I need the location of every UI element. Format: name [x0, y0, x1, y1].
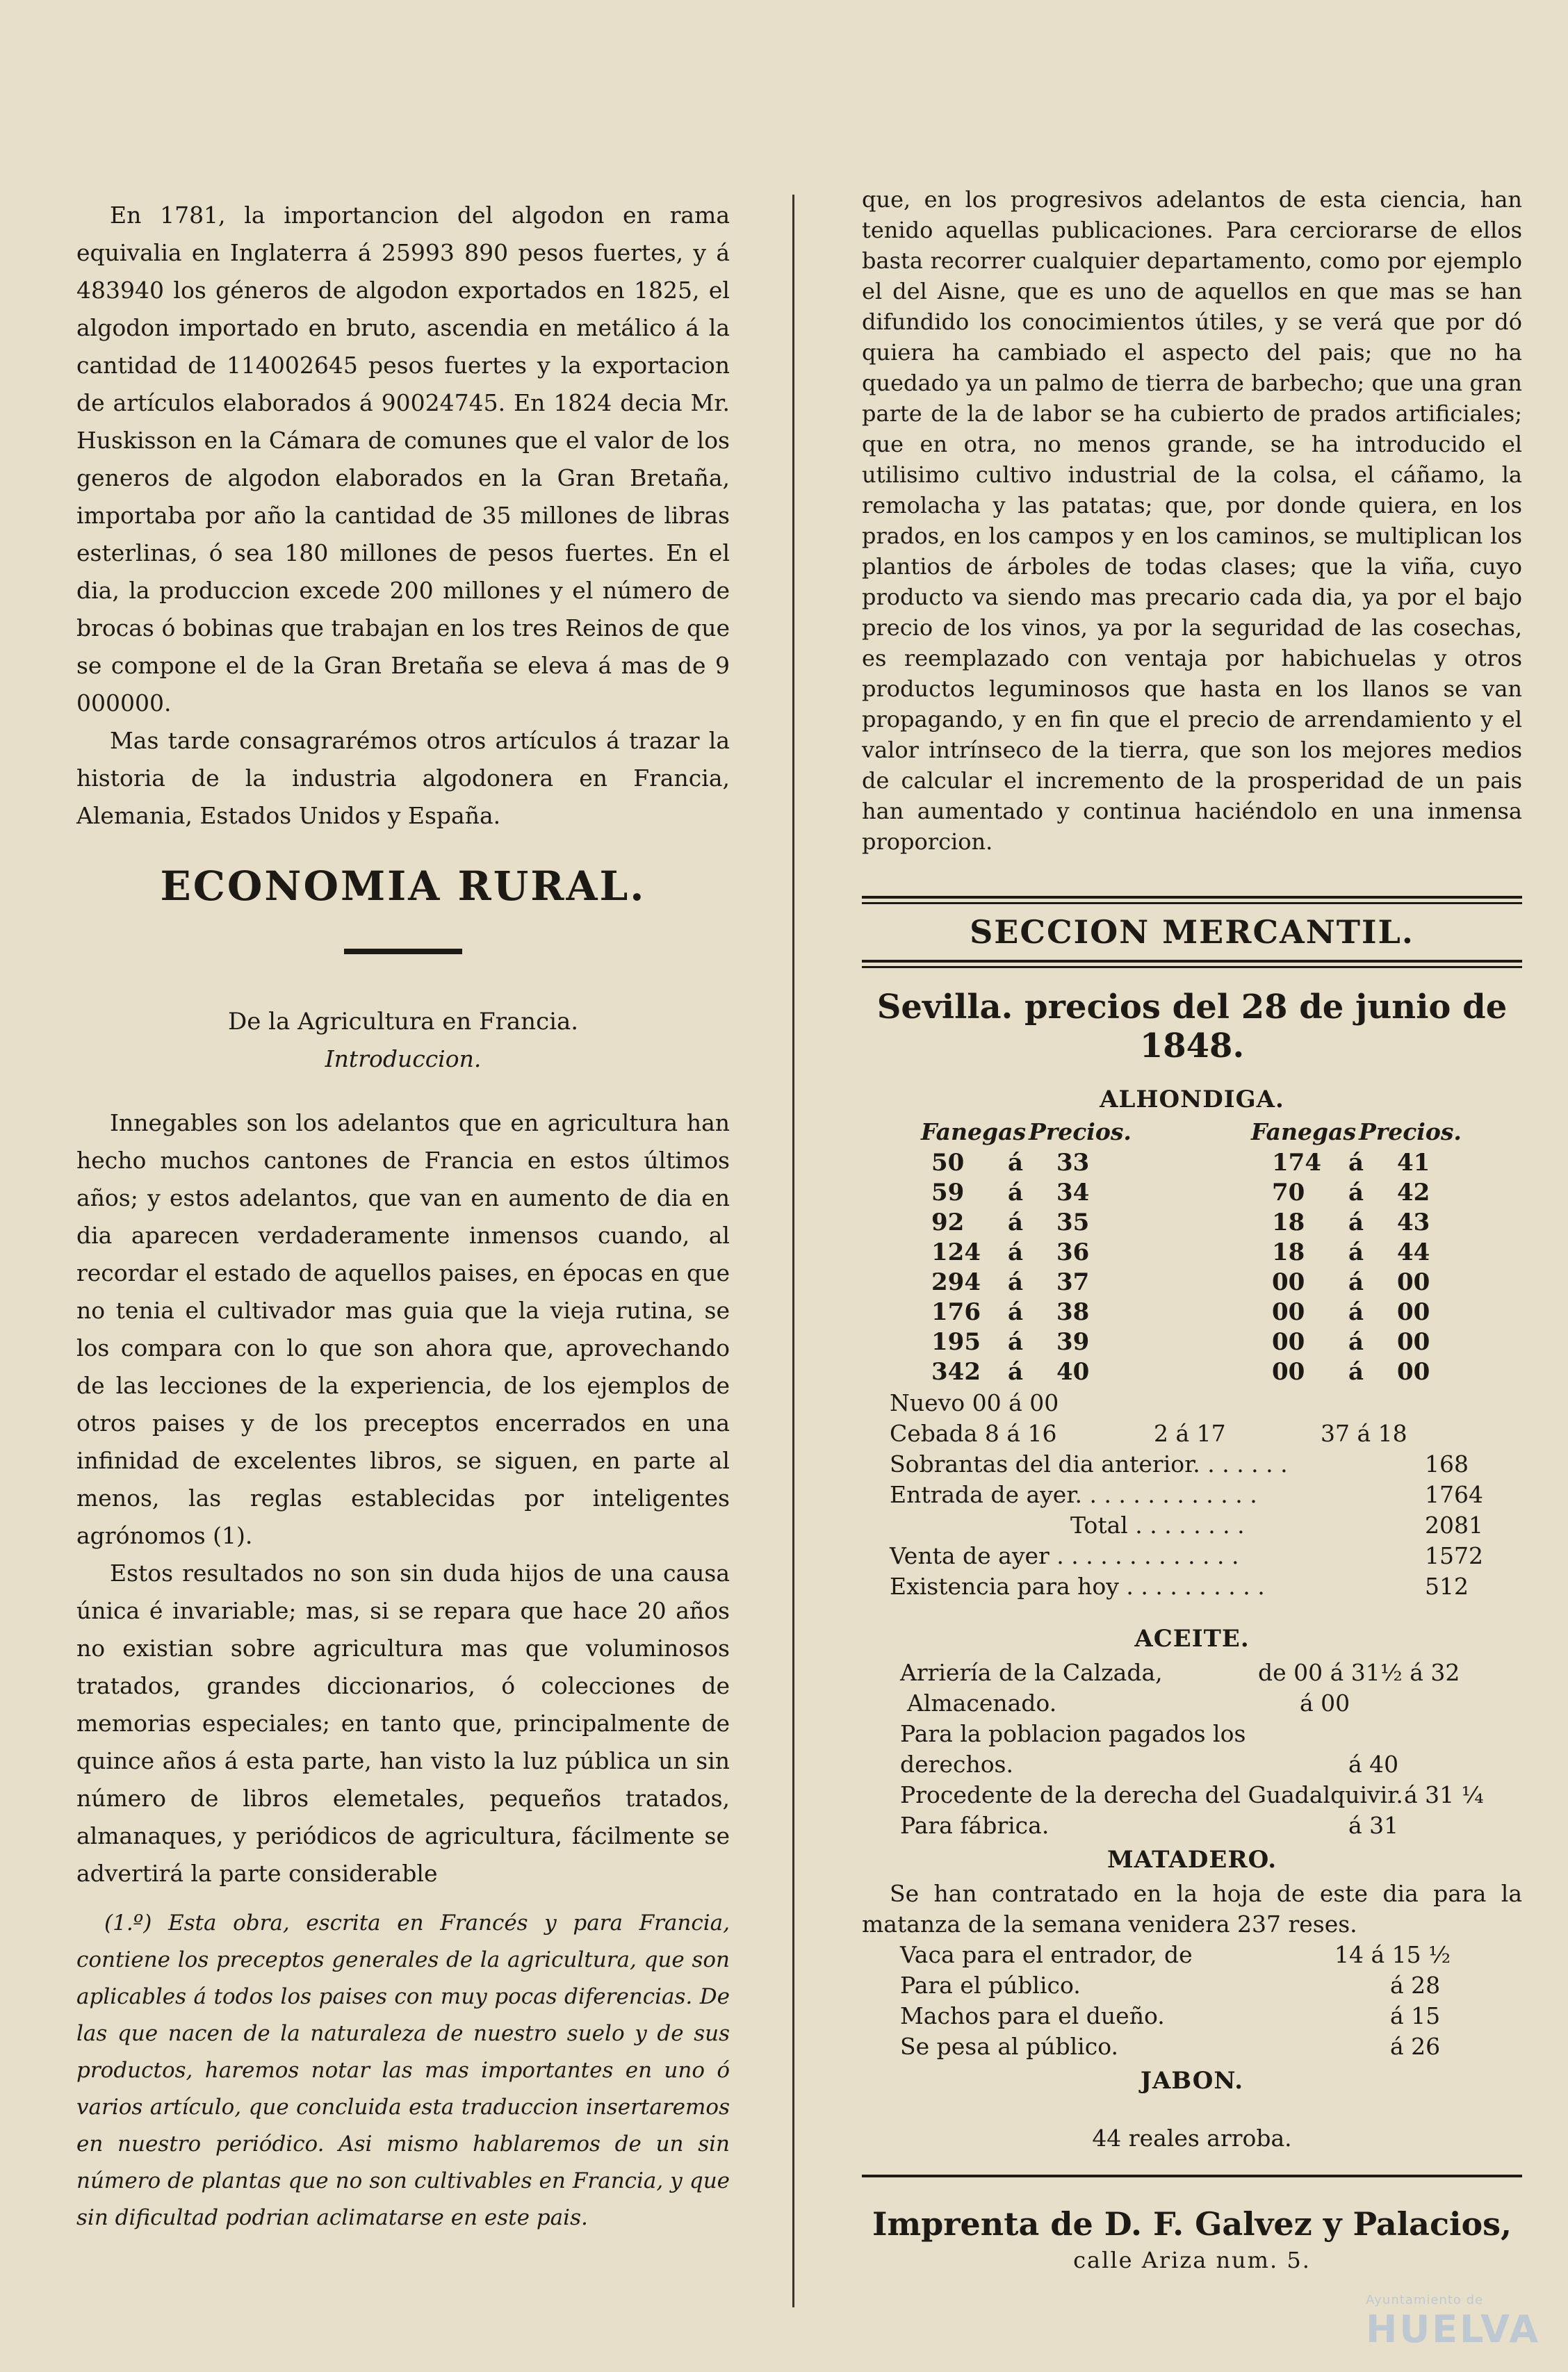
- price-line: [862, 1719, 1522, 1749]
- watermark-big-text: HUELVA: [1366, 2307, 1540, 2351]
- price-line: [862, 2001, 1522, 2031]
- matadero-title: MATADERO.: [1106, 1846, 1277, 1874]
- price-row: [862, 1238, 1522, 1268]
- price-cell: á: [1008, 1328, 1024, 1356]
- nuevo-text: Nuevo 00 á 00: [890, 1389, 1059, 1416]
- price-cell: 42: [1397, 1179, 1430, 1207]
- price-cell: 00: [1397, 1358, 1430, 1386]
- header-fanegas: Fanegas: [1251, 1118, 1357, 1145]
- entrada-value: 1764: [1425, 1481, 1483, 1508]
- price-line: [862, 1810, 1522, 1841]
- watermark-small-text: Ayuntamiento de: [1366, 2293, 1484, 2307]
- section-title-mercantil: SECCION MERCANTIL.: [970, 913, 1414, 951]
- section-title-economia-rural: ECONOMIA RURAL.: [160, 862, 646, 910]
- existencia-line: [862, 1571, 1522, 1602]
- price-cell: á: [1348, 1238, 1364, 1266]
- alhondiga-price-rows: [862, 1149, 1522, 1388]
- mercantil-rule-bottom: [862, 960, 1522, 968]
- total-value: 2081: [1425, 1512, 1483, 1539]
- price-cell: 50: [931, 1149, 965, 1177]
- price-cell: 92: [931, 1209, 965, 1236]
- price-line-value: á 26: [1390, 2033, 1441, 2060]
- price-cell: 00: [1397, 1268, 1430, 1296]
- price-cell: á: [1348, 1209, 1364, 1236]
- alhondiga-table-header: [862, 1118, 1522, 1149]
- price-cell: 36: [1056, 1238, 1090, 1266]
- price-cell: 18: [1272, 1209, 1305, 1236]
- header-precios: Precios.: [1029, 1118, 1132, 1145]
- price-row: [862, 1149, 1522, 1179]
- left-column: [76, 184, 730, 2236]
- price-line-value: á 15: [1390, 2002, 1441, 2029]
- total-line: [862, 1510, 1522, 1541]
- title-rule: [344, 949, 462, 954]
- price-line: [862, 1940, 1522, 1970]
- price-cell: 00: [1272, 1298, 1305, 1326]
- price-cell: 00: [1272, 1328, 1305, 1356]
- price-cell: á: [1008, 1238, 1024, 1266]
- price-line-label: derechos.: [900, 1751, 1013, 1778]
- price-line-value: 14 á 15 ½: [1334, 1941, 1451, 1968]
- price-cell: 00: [1272, 1268, 1305, 1296]
- existencia-label: Existencia para hoy . . . . . . . . . .: [890, 1573, 1265, 1600]
- cebada-text: 37 á 18: [1321, 1420, 1407, 1447]
- price-line: [862, 1780, 1522, 1810]
- aceite-lines: [862, 1658, 1522, 1841]
- price-row: [862, 1358, 1522, 1388]
- venta-value: 1572: [1425, 1542, 1483, 1569]
- jabon-title: JABON.: [1140, 2067, 1244, 2095]
- price-line-label: Machos para el dueño.: [900, 2002, 1165, 2029]
- price-line-label: Procedente de la derecha del Guadalquivir.: [900, 1781, 1403, 1808]
- price-cell: 41: [1397, 1149, 1430, 1177]
- matadero-lines: [862, 1940, 1522, 2062]
- sobrantas-value: 168: [1425, 1450, 1469, 1478]
- price-cell: 18: [1272, 1238, 1305, 1266]
- footnote: (1.º) Esta obra, escrita en Francés y para Francia, contiene los preceptos generales de la agricultura, que son aplicables á todos los paises con muy pocas diferencias. De las que nacen de la naturaleza de nuestro suelo y de sus productos, haremos notar las mas importantes en uno ó varios artículo, que concluida esta traduccion insertaremos en nuestro periódico. Asi mismo hablaremos de un sin número de plantas que no son cultivables en Francia, y que sin dificultad podrian aclimatarse en este pais.: [76, 1911, 730, 2230]
- price-cell: 34: [1056, 1179, 1090, 1207]
- price-cell: 124: [931, 1238, 981, 1266]
- price-line-value: á 31: [1348, 1812, 1399, 1839]
- cebada-text: Cebada 8 á 16: [890, 1420, 1057, 1447]
- price-line-value: á 28: [1390, 1972, 1441, 1999]
- cotton-paragraph: En 1781, la importancion del algodon en rama equivalia en Inglaterra á 25993 890 pesos fuertes, y á 483940 los géneros de algodon exportados en 1825, el algodon importado en bruto, ascendia en metálico á la cantidad de 114002645 pesos fuertes y la exportacion de artículos elaborados á 90024745. En 1824 decia Mr. Huskisson en la Cámara de comunes que el valor de los generos de algodon elaborados en la Gran Bretaña, importaba por año la cantidad de 35 millones de libras esterlinas, ó sea 180 millones de pesos fuertes. En el dia, la produccion excede 200 millones y el número de brocas ó bobinas que trabajan en los tres Reinos de que se compone el de la Gran Bretaña se eleva á mas de 9 000000.: [76, 202, 730, 717]
- price-line-label: Para fábrica.: [900, 1812, 1050, 1839]
- entrada-label: Entrada de ayer. . . . . . . . . . . . .: [890, 1481, 1257, 1508]
- cebada-line: [862, 1418, 1522, 1449]
- aceite-title: ACEITE.: [1134, 1625, 1250, 1653]
- price-cell: á: [1008, 1149, 1024, 1177]
- imprenta-line: Imprenta de D. F. Galvez y Palacios,: [872, 2205, 1512, 2243]
- price-cell: 342: [931, 1358, 981, 1386]
- price-line-value: á 31 ¼: [1404, 1781, 1484, 1808]
- price-line: [862, 2031, 1522, 2062]
- price-line-label: Vaca para el entrador, de: [900, 1941, 1193, 1968]
- header-precios: Precios.: [1359, 1118, 1462, 1145]
- price-cell: á: [1348, 1298, 1364, 1326]
- price-cell: 00: [1397, 1328, 1430, 1356]
- matadero-intro: Se han contratado en la hoja de este dia para la matanza de la semana venidera 237 reses.: [862, 1880, 1522, 1938]
- price-line-value: á 40: [1348, 1751, 1399, 1778]
- price-cell: á: [1008, 1358, 1024, 1386]
- footer-rule: [862, 2175, 1522, 2177]
- price-cell: á: [1348, 1179, 1364, 1207]
- price-cell: 43: [1397, 1209, 1430, 1236]
- price-line-value: de 00 á 31½ á 32: [1258, 1659, 1460, 1686]
- existencia-value: 512: [1425, 1573, 1469, 1600]
- jabon-price-line: [862, 2123, 1522, 2154]
- right-column: [862, 184, 1522, 2273]
- price-row: [862, 1328, 1522, 1358]
- article-paragraph: Estos resultados no son sin duda hijos de una causa única é invariable; mas, si se repara que hace 20 años no existian sobre agricultura mas que voluminosos tratados, grandes diccionarios, ó colecciones de memorias especiales; en tanto que, principalmente de quince años á esta parte, han visto la luz pública un sin número de libros elemetales, pequeños tratados, almanaques, y periódicos de agricultura, fácilmente se advertirá la parte considerable: [76, 1560, 730, 1887]
- venta-line: [862, 1541, 1522, 1571]
- sevilla-prices-heading: Sevilla. precios del 28 de junio de 1848.: [876, 988, 1508, 1065]
- price-cell: 33: [1056, 1149, 1090, 1177]
- price-cell: á: [1008, 1268, 1024, 1296]
- price-line: [862, 1749, 1522, 1780]
- price-cell: 00: [1272, 1358, 1305, 1386]
- imprenta-address: calle Ariza num. 5.: [1073, 2247, 1311, 2273]
- price-cell: á: [1008, 1298, 1024, 1326]
- price-line-label: Se pesa al público.: [900, 2033, 1118, 2060]
- price-cell: 37: [1056, 1268, 1090, 1296]
- price-cell: á: [1348, 1149, 1364, 1177]
- entrada-line: [862, 1480, 1522, 1510]
- price-cell: á: [1348, 1358, 1364, 1386]
- column-divider: [792, 195, 794, 2307]
- price-line-value: á 00: [1300, 1690, 1350, 1717]
- price-line-label: Para el público.: [900, 1972, 1081, 1999]
- nuevo-line: [862, 1388, 1522, 1418]
- total-label: Total . . . . . . . .: [1070, 1512, 1245, 1539]
- price-cell: á: [1008, 1209, 1024, 1236]
- price-cell: 195: [931, 1328, 981, 1356]
- price-cell: 174: [1272, 1149, 1321, 1177]
- article-subtitle: Introduccion.: [325, 1045, 482, 1072]
- price-row: [862, 1179, 1522, 1209]
- price-cell: 59: [931, 1179, 965, 1207]
- article-title: De la Agricultura en Francia.: [227, 1008, 579, 1036]
- price-cell: 40: [1056, 1358, 1090, 1386]
- price-cell: 35: [1056, 1209, 1090, 1236]
- price-cell: á: [1348, 1268, 1364, 1296]
- alhondiga-title: ALHONDIGA.: [1100, 1086, 1284, 1113]
- price-cell: á: [1008, 1179, 1024, 1207]
- cotton-closing-paragraph: Mas tarde consagrarémos otros artículos á trazar la historia de la industria algodonera en Francia, Alemania, Estados Unidos y España.: [76, 727, 730, 829]
- cebada-text: 2 á 17: [1154, 1420, 1226, 1447]
- article-paragraph: Innegables son los adelantos que en agricultura han hecho muchos cantones de Francia en estos últimos años; y estos adelantos, que van en aumento de dia en dia aparecen verdaderamente inmensos cuando, al recordar el estado de aquellos paises, en épocas en que no tenia el cultivador mas guia que la vieja rutina, se los compara con lo que son ahora que, aprovechando de las lecciones de la experiencia, de los ejemplos de otros paises y de los preceptos encerrados en una infinidad de excelentes libros, se siguen, en parte al menos, las reglas establecidas por inteligentes agrónomos (1).: [76, 1109, 730, 1549]
- price-row: [862, 1268, 1522, 1298]
- sobrantas-label: Sobrantas del dia anterior. . . . . . .: [890, 1450, 1288, 1478]
- price-cell: 176: [931, 1298, 981, 1326]
- header-fanegas: Fanegas: [921, 1118, 1027, 1145]
- mercantil-rule-top: [862, 896, 1522, 904]
- price-row: [862, 1209, 1522, 1238]
- price-line: [862, 1658, 1522, 1688]
- price-line-label: Almacenado.: [907, 1690, 1057, 1717]
- price-line-label: Arriería de la Calzada,: [900, 1659, 1163, 1686]
- price-cell: 294: [931, 1268, 981, 1296]
- price-cell: 38: [1056, 1298, 1090, 1326]
- price-cell: 00: [1397, 1298, 1430, 1326]
- jabon-price: 44 reales arroba.: [1092, 2125, 1292, 2152]
- venta-label: Venta de ayer . . . . . . . . . . . . .: [890, 1542, 1239, 1569]
- continuation-paragraph: que, en los progresivos adelantos de esta ciencia, han tenido aquellas publicaciones. Para cerciorarse de ellos basta recorrer cualquier departamento, como por ejemplo el del Aisne, que es uno de aquellos en que mas se han difundido los conocimientos útiles, y se verá que por dó quiera ha cambiado el aspecto del pais; que no ha quedado ya un palmo de tierra de barbecho; que una gran parte de la de labor se ha cubierto de prados artificiales; que en otra, no menos grande, se ha introducido el utilisimo cultivo industrial de la colsa, el cáñamo, la remolacha y las patatas; que, por donde quiera, en los prados, en los campos y en los caminos, se multiplican los plantios de árboles de todas clases; que la viña, cuyo producto va siendo mas precario cada dia, ya por el bajo precio de los vinos, ya por la seguridad de las cosechas, es reemplazado con ventaja por habichuelas y otros productos leguminosos que hasta en los llanos se van propagando, y en fin que el precio de arrendamiento y el valor intrínseco de la tierra, que son los mejores medios de calcular el incremento de la prosperidad de un pais han aumentado y continua haciéndolo en una inmensa proporcion.: [862, 186, 1522, 855]
- price-line: [862, 1970, 1522, 2001]
- sobrantas-line: [862, 1449, 1522, 1480]
- price-cell: 70: [1272, 1179, 1305, 1207]
- price-cell: á: [1348, 1328, 1364, 1356]
- price-line-label: Para la poblacion pagados los: [900, 1720, 1246, 1747]
- price-cell: 39: [1056, 1328, 1090, 1356]
- price-cell: 44: [1397, 1238, 1430, 1266]
- price-line: [862, 1688, 1522, 1719]
- price-row: [862, 1298, 1522, 1328]
- huelva-watermark-logo: [1366, 2293, 1540, 2351]
